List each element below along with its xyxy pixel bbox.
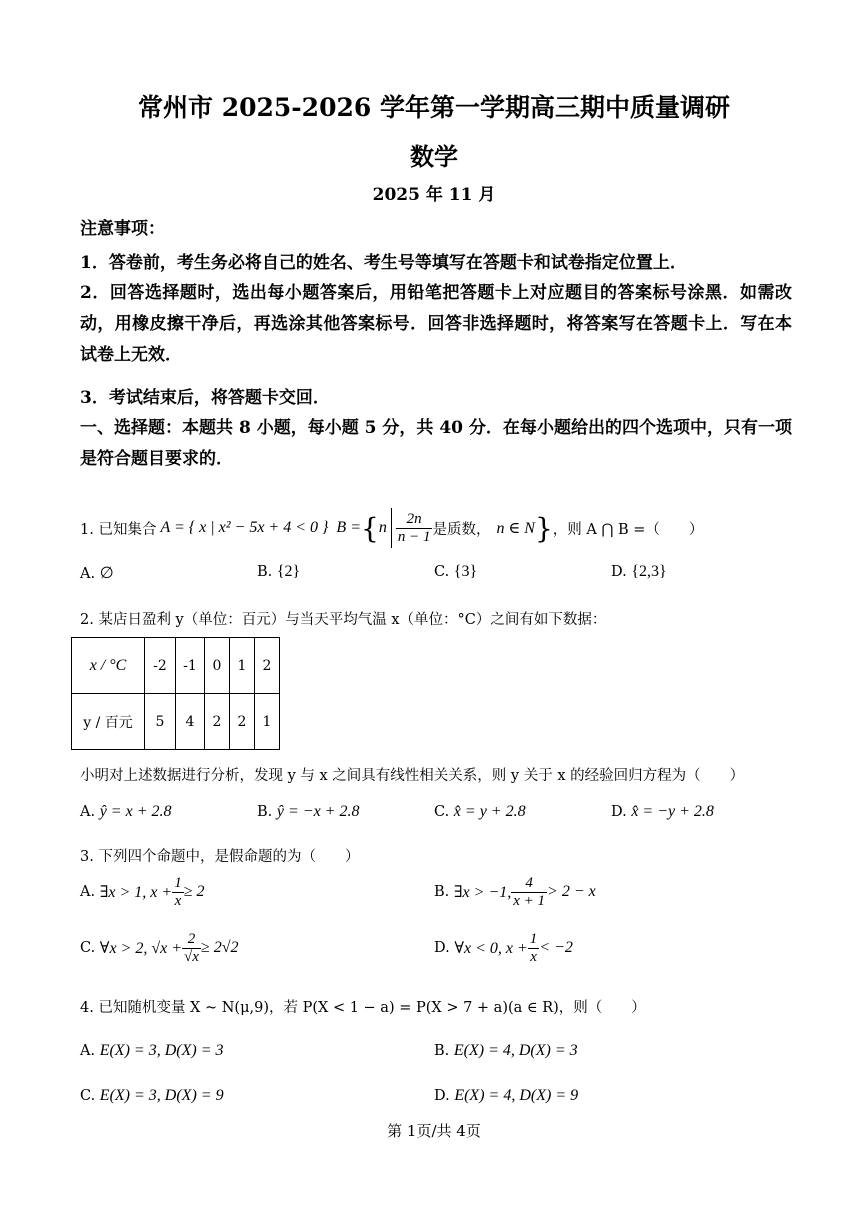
notice-item-1: 1．答卷前，考生务必将自己的姓名、考生号等填写在答题卡和试卷指定位置上． <box>80 253 687 273</box>
exam-date: 2025 年 11 月 <box>372 185 496 205</box>
q4-option-a: A. E(X) = 3, D(X) = 3 <box>80 1042 224 1059</box>
table-cell: 5 <box>145 694 176 750</box>
q1-option-c: C. {3} <box>434 563 478 580</box>
q3-option-a: A. ∃x > 1, x + $\frac{1}{x}$ ≥ 2 <box>80 874 205 909</box>
table-cell: -2 <box>145 638 176 694</box>
subject-title: 数学 <box>410 142 458 171</box>
q3-option-d: D. ∀x < 0, x + $\frac{1}{x}$ < −2 <box>434 930 573 965</box>
table-row <box>72 694 280 750</box>
q1-fraction-num: 2n <box>396 511 433 529</box>
table-header-cell: x / °C <box>72 638 145 694</box>
table-cell: 4 <box>176 694 205 750</box>
q1-suffix: ，则 A ⋂ B =（ ） <box>552 521 704 538</box>
question-4-stem: 4. 已知随机变量 X ~ N(μ,9)，若 P(X < 1 − a) = P(X > 7 + a)(a ∈ R)，则（ ） <box>80 1000 646 1016</box>
q1-set-b-n: n <box>378 519 387 536</box>
page-title: 常州市 2025-2026 学年第一学期高三期中质量调研 <box>138 93 730 122</box>
table-cell: 2 <box>255 638 280 694</box>
notice-heading: 注意事项： <box>80 219 165 239</box>
table-cell: 2 <box>205 694 230 750</box>
q2-follow-up: 小明对上述数据进行分析，发现 y 与 x 之间具有线性相关关系，则 y 关于 x 的经验回归方程为（ ） <box>80 768 745 784</box>
table-cell: 1 <box>255 694 280 750</box>
q4-option-b: B. E(X) = 4, D(X) = 3 <box>434 1042 578 1059</box>
q3-option-b: B. ∃x > −1, $\frac{4}{x + 1}$ > 2 − x <box>434 874 596 909</box>
section-heading: 一、选择题：本题共 8 小题，每小题 5 分，共 40 分．在每小题给出的四个选项中，只有一项是符合题目要求的． <box>80 418 792 469</box>
q1-domain: n ∈ N <box>496 520 535 537</box>
q1-option-b: B. {2} <box>257 563 301 580</box>
q1-condition: 是质数， <box>432 521 491 538</box>
q1-divider <box>391 508 392 548</box>
q1-right-brace: } <box>534 511 553 545</box>
table-cell: 2 <box>230 694 255 750</box>
question-3-stem: 3. 下列四个命题中，是假命题的为（ ） <box>80 849 360 865</box>
q1-option-a: A. ∅ <box>80 565 114 582</box>
q2-data-table <box>71 637 280 750</box>
q2-option-d: D. x̂ = −y + 2.8 <box>611 803 714 820</box>
question-2-stem: 2. 某店日盈利 y（单位：百元）与当天平均气温 x（单位：°C）之间有如下数据： <box>80 612 607 628</box>
q1-prefix: 1. 已知集合 <box>80 521 157 538</box>
q1-fraction <box>396 511 433 546</box>
q1-option-d: D. {2,3} <box>611 563 667 580</box>
q1-set-b-left: B = <box>336 519 361 536</box>
q1-set-a: A = { x | x² − 5x + 4 < 0 } <box>160 519 329 536</box>
q2-option-b: B. ŷ = −x + 2.8 <box>257 803 360 820</box>
page-footer: 第 1页/共 4页 <box>387 1122 481 1140</box>
q2-option-c: C. x̂ = y + 2.8 <box>434 803 526 820</box>
table-header-cell: y / 百元 <box>72 694 145 750</box>
table-cell: -1 <box>176 638 205 694</box>
question-1-stem <box>80 503 703 553</box>
q1-fraction-den: n − 1 <box>397 528 431 545</box>
q3-option-c: C. ∀x > 2, √x + $\frac{2}{√x}$ ≥ 2√2 <box>80 930 239 965</box>
table-cell: 1 <box>230 638 255 694</box>
q2-option-a: A. ŷ = x + 2.8 <box>80 803 172 820</box>
q4-option-d: D. E(X) = 4, D(X) = 9 <box>434 1087 579 1104</box>
table-row <box>72 638 280 694</box>
notice-item-3: 3．考试结束后，将答题卡交回． <box>80 388 330 408</box>
table-cell: 0 <box>205 638 230 694</box>
q1-left-brace: { <box>361 511 379 545</box>
q4-option-c: C. E(X) = 3, D(X) = 9 <box>80 1087 224 1104</box>
notice-item-2: 2．回答选择题时，选出每小题答案后，用铅笔把答题卡上对应题目的答案标号涂黑．如需改动，用橡皮擦干净后，再选涂其他答案标号．回答非选择题时，将答案写在答题卡上．写在本试卷上无效． <box>80 283 792 365</box>
